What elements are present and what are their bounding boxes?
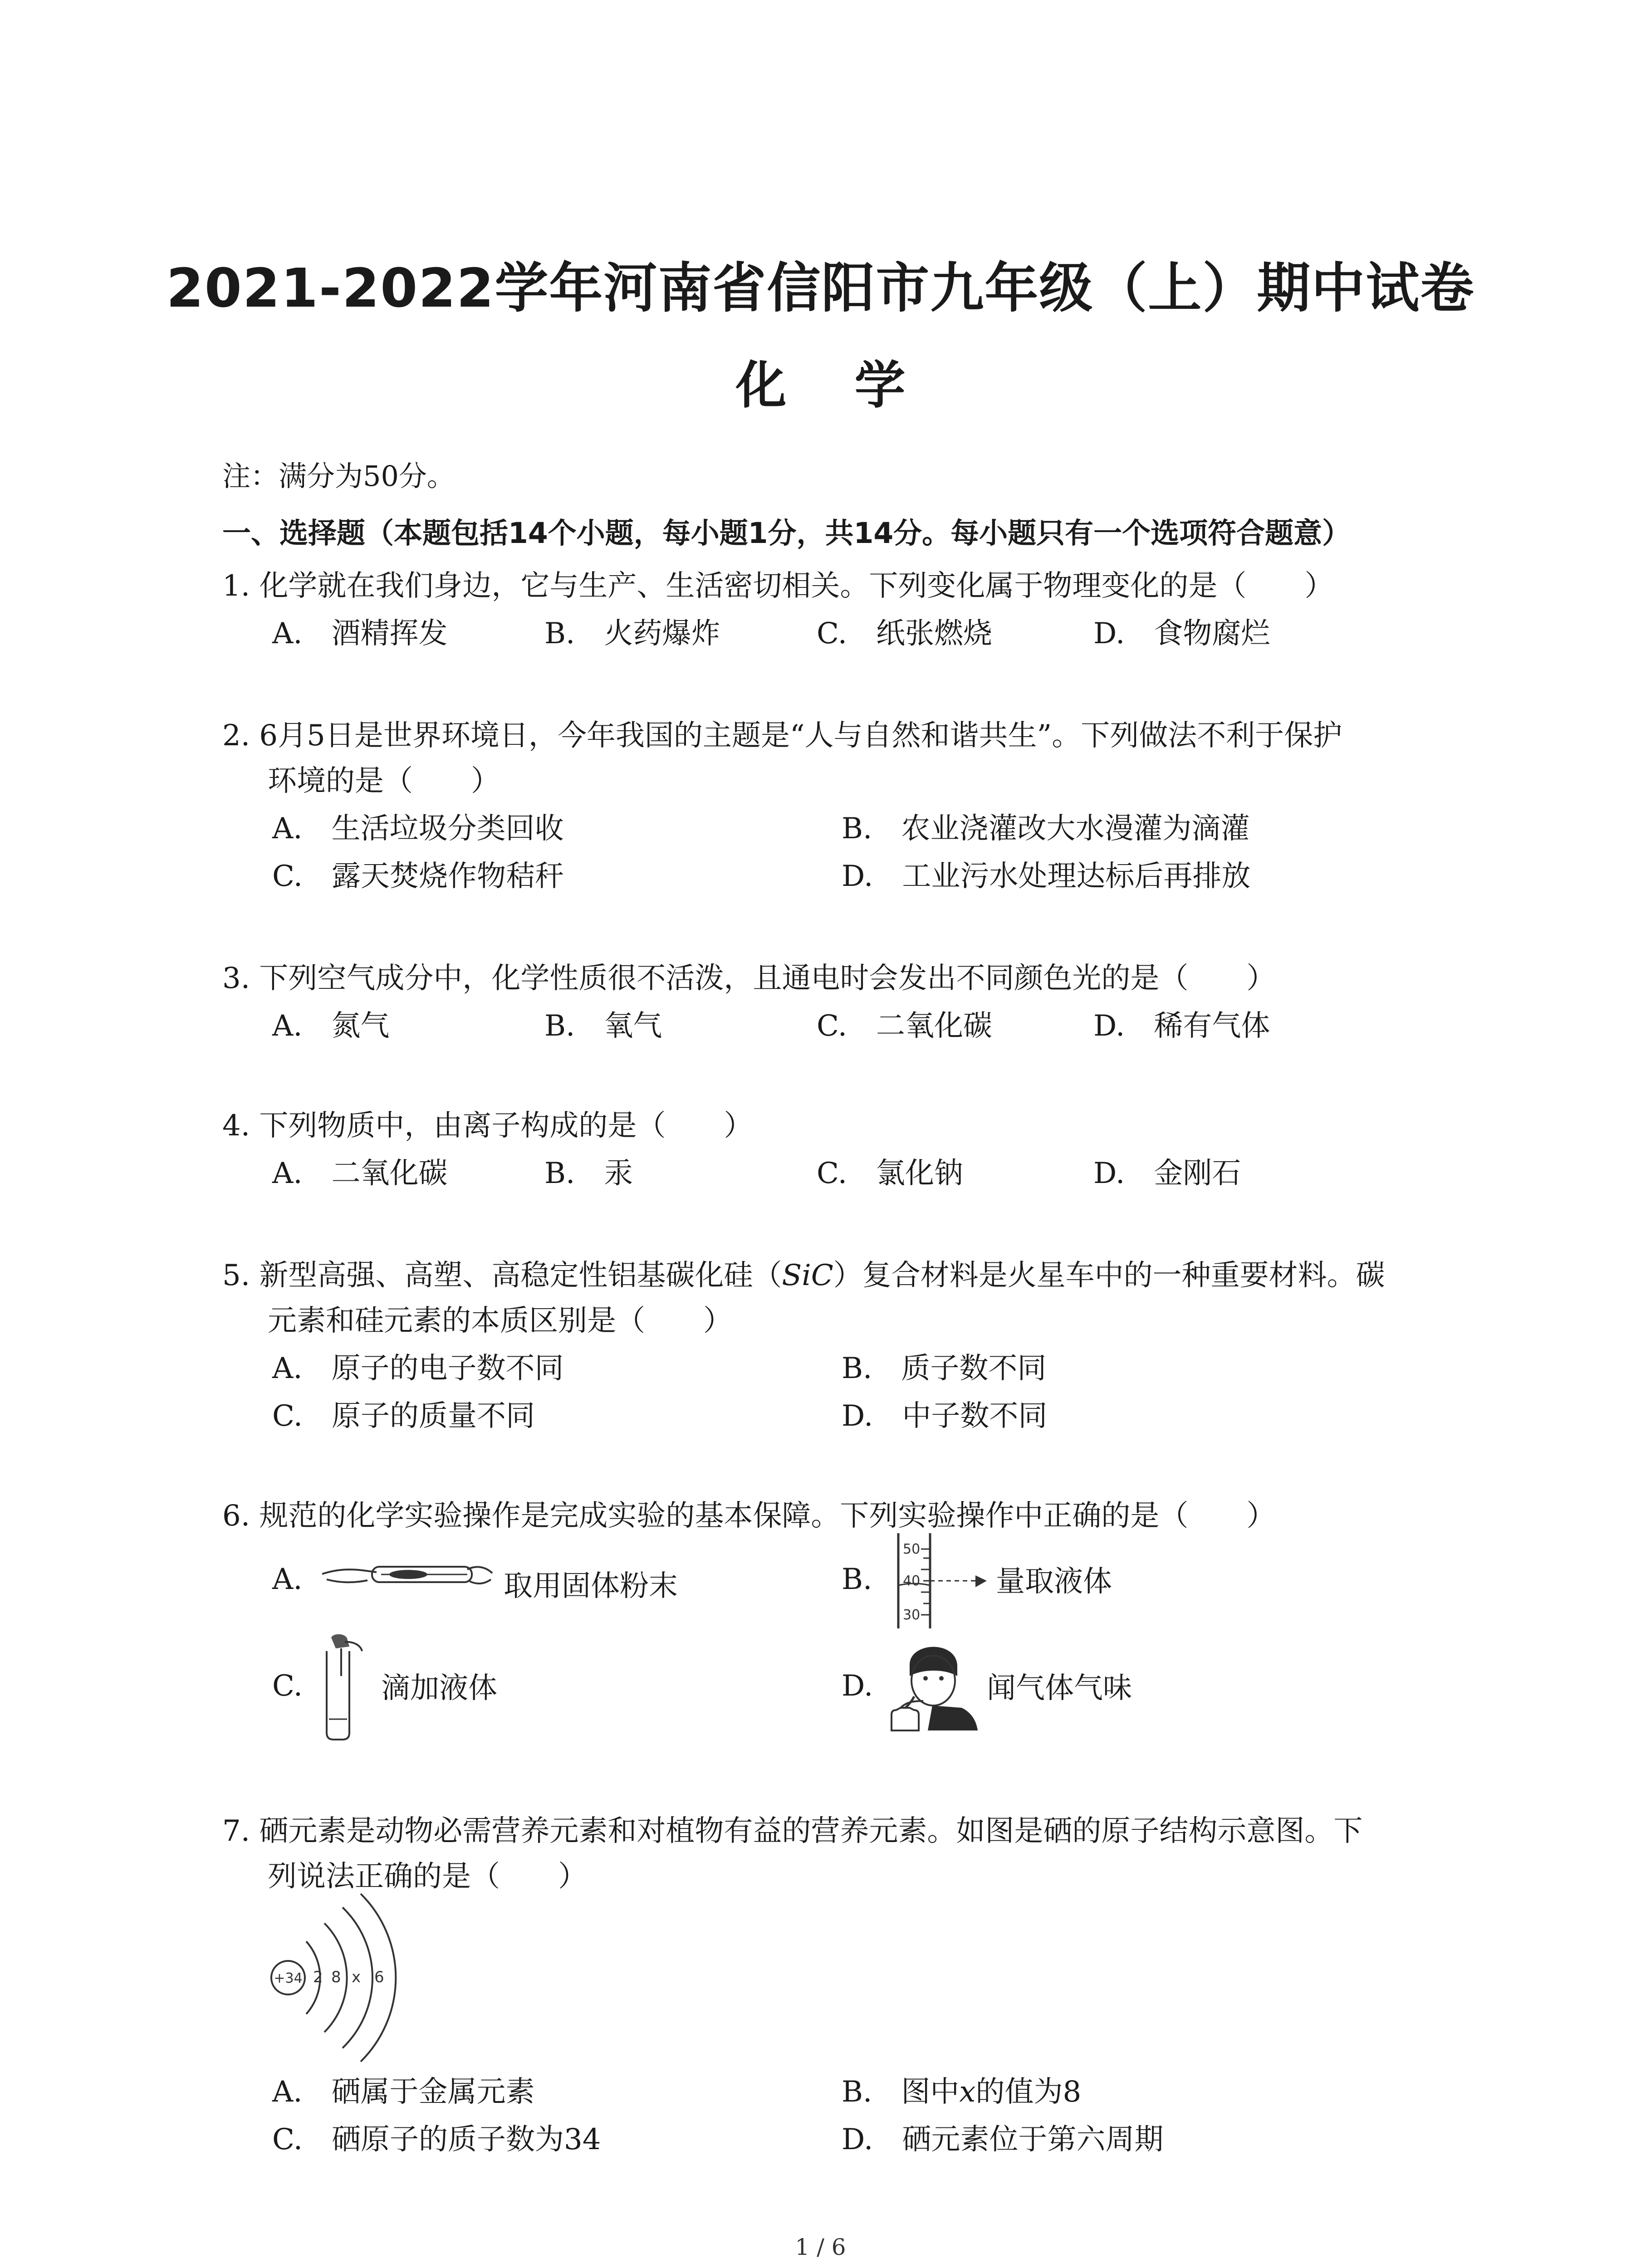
q1-option-b: B. 火药爆炸 (544, 617, 720, 650)
q5-option-a: A. 原子的电子数不同 (272, 1352, 564, 1385)
q7-option-a: A. 硒属于金属元素 (272, 2075, 535, 2109)
test-tube-powder-illustration (318, 1547, 495, 1606)
q2-option-d: D. 工业污水处理达标后再排放 (842, 860, 1251, 893)
q2-option-c: C. 露天焚烧作物秸秆 (272, 860, 564, 893)
q5-text-a: 5. 新型高强、高塑、高稳定性铝基碳化硅（ (222, 1259, 782, 1292)
q6-option-a-letter: A. (272, 1563, 303, 1596)
score-note: 注：满分为50分。 (222, 459, 455, 493)
q5-option-c: C. 原子的质量不同 (272, 1399, 535, 1433)
q3-option-b: B. 氧气 (544, 1009, 662, 1043)
question-4-stem: 4. 下列物质中，由离子构成的是（ ） (222, 1109, 753, 1143)
q2-option-b: B. 农业浇灌改大水漫灌为滴灌 (842, 812, 1250, 846)
q7-option-b-prefix: B. 图中 (842, 2075, 960, 2109)
q6-option-b-text: 量取液体 (996, 1565, 1112, 1598)
q6-option-a-text: 取用固体粉末 (504, 1569, 678, 1603)
question-2-stem-line2: 环境的是（ ） (268, 764, 500, 798)
shell-electron-count: x (352, 1968, 361, 1986)
q5-formula: SiC (782, 1259, 833, 1292)
question-6-stem: 6. 规范的化学实验操作是完成实验的基本保障。下列实验操作中正确的是（ ） (222, 1499, 1276, 1533)
exam-subject: 化学 (735, 356, 974, 415)
q6-option-b-letter: B. (842, 1563, 872, 1596)
q5-text-b: ）复合材料是火星车中的一种重要材料。碳 (833, 1259, 1385, 1292)
section-heading: 一、选择题（本题包括14个小题，每小题1分，共14分。每小题只有一个选项符合题意） (222, 517, 1351, 550)
question-5-stem-line1 (222, 1252, 1385, 1294)
shell-electron-count: 6 (374, 1968, 384, 1986)
dropper-test-tube-illustration (309, 1633, 367, 1742)
question-2-stem-line1: 2. 6月5日是世界环境日，今年我国的主题是“人与自然和谐共生”。下列做法不利于保护 (222, 719, 1342, 753)
cylinder-tick-label: 40 (903, 1573, 921, 1589)
selenium-atom-structure-diagram (263, 1892, 417, 2064)
q3-option-c: C. 二氧化碳 (817, 1009, 993, 1043)
q4-option-c: C. 氯化钠 (817, 1157, 964, 1190)
q4-option-a: A. 二氧化碳 (272, 1157, 448, 1190)
q7-option-c: C. 硒原子的质子数为34 (272, 2123, 601, 2156)
shell-electron-count: 8 (331, 1968, 341, 1986)
q1-option-a: A. 酒精挥发 (272, 617, 448, 650)
graduated-cylinder-illustration (889, 1531, 998, 1631)
page-number: 1 / 6 (795, 2234, 846, 2260)
question-5-stem-line2: 元素和硅元素的本质区别是（ ） (268, 1304, 732, 1338)
q5-option-b: B. 质子数不同 (842, 1352, 1047, 1385)
q6-option-d-text: 闻气体气味 (987, 1672, 1132, 1705)
q1-option-d: D. 食物腐烂 (1093, 617, 1270, 650)
q4-option-d: D. 金刚石 (1093, 1157, 1241, 1190)
exam-title: 2021-2022学年河南省信阳市九年级（上）期中试卷 (166, 257, 1475, 319)
cylinder-tick-label: 50 (903, 1541, 921, 1557)
q6-option-c-text: 滴加液体 (381, 1672, 497, 1705)
q1-option-c: C. 纸张燃烧 (817, 617, 993, 650)
q7-option-b-variable: x (959, 2075, 976, 2109)
q2-option-a: A. 生活垃圾分类回收 (272, 812, 564, 846)
question-1-stem: 1. 化学就在我们身边，它与生产、生活密切相关。下列变化属于物理变化的是（ ） (222, 569, 1334, 603)
q7-option-b-suffix: 的值为8 (975, 2075, 1082, 2109)
nucleus-charge-label: +34 (274, 1970, 303, 1986)
q7-option-b (842, 2068, 1081, 2110)
q4-option-b: B. 汞 (544, 1157, 633, 1190)
question-7-stem-line2: 列说法正确的是（ ） (268, 1860, 587, 1893)
q6-option-d-letter: D. (842, 1669, 873, 1703)
shell-electron-count: 2 (313, 1968, 323, 1986)
question-7-stem-line1: 7. 硒元素是动物必需营养元素和对植物有益的营养元素。如图是硒的原子结构示意图。下 (222, 1814, 1363, 1848)
q7-option-d: D. 硒元素位于第六周期 (842, 2123, 1164, 2156)
question-3-stem: 3. 下列空气成分中，化学性质很不活泼，且通电时会发出不同颜色光的是（ ） (222, 962, 1276, 995)
q6-option-c-letter: C. (272, 1669, 303, 1703)
cylinder-tick-label: 30 (903, 1607, 921, 1623)
q3-option-a: A. 氮气 (272, 1009, 390, 1043)
q5-option-d: D. 中子数不同 (842, 1399, 1048, 1433)
smelling-gas-illustration (882, 1633, 982, 1733)
q3-option-d: D. 稀有气体 (1093, 1009, 1270, 1043)
